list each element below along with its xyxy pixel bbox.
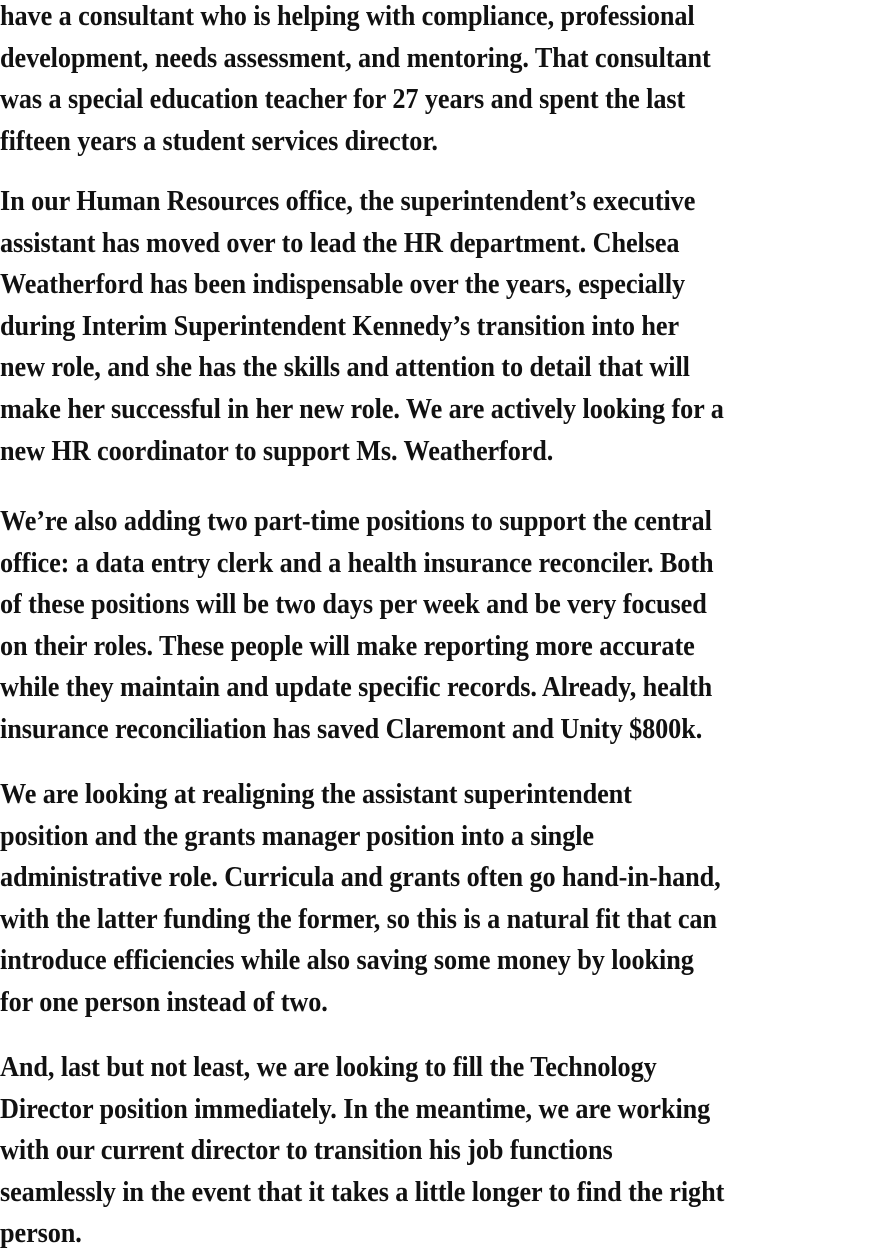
text-line: seamlessly in the event that it takes a little longer to find the right <box>0 1175 725 1208</box>
text-line: position and the grants manager position into a single <box>0 819 594 852</box>
paragraph-part-time-positions <box>0 501 880 751</box>
text-line: fifteen years a student services director. <box>0 124 438 157</box>
text-line: We’re also adding two part-time positions to support the central <box>0 505 712 537</box>
text-line: introduce efficiencies while also saving some money by looking <box>0 944 694 977</box>
text-line: In our Human Resources office, the superintendent’s executive <box>0 185 696 217</box>
text-line: during Interim Superintendent Kennedy’s transition into her <box>0 309 680 342</box>
text-line: of these positions will be two days per week and be very focused <box>0 588 707 621</box>
text-line: Weatherford has been indispensable over the years, especially <box>0 268 686 301</box>
text-line: on their roles. These people will make reporting more accurate <box>0 629 695 662</box>
text-line: have a consultant who is helping with compliance, professional <box>0 0 695 32</box>
text-line: with our current director to transition his job functions <box>0 1134 613 1167</box>
text-line: for one person instead of two. <box>0 985 328 1018</box>
text-line: Director position immediately. In the meantime, we are working <box>0 1092 711 1125</box>
text-line: with the latter funding the former, so this is a natural fit that can <box>0 902 717 935</box>
text-line: make her successful in her new role. We are actively looking for a <box>0 392 724 425</box>
text-line: person. <box>0 1217 82 1250</box>
text-line: development, needs assessment, and mentoring. That consultant <box>0 41 711 74</box>
text-line: office: a data entry clerk and a health insurance reconciler. Both <box>0 546 714 579</box>
text-line: administrative role. Curricula and grants often go hand-in-hand, <box>0 861 721 894</box>
text-line: assistant has moved over to lead the HR department. Chelsea <box>0 226 680 259</box>
text-line: And, last but not least, we are looking to fill the Technology <box>0 1051 657 1083</box>
paragraph-realigning-roles <box>0 774 880 1024</box>
text-line: We are looking at realigning the assistant superintendent <box>0 778 632 810</box>
text-line: insurance reconciliation has saved Claremont and Unity $800k. <box>0 712 703 745</box>
text-line: while they maintain and update specific records. Already, health <box>0 671 713 704</box>
text-line: new HR coordinator to support Ms. Weatherford. <box>0 434 554 467</box>
paragraph-human-resources <box>0 181 880 472</box>
paragraph-technology-director <box>0 1047 880 1255</box>
text-line: was a special education teacher for 27 years and spent the last <box>0 83 686 116</box>
paragraph-consultant <box>0 0 880 162</box>
text-line: new role, and she has the skills and attention to detail that will <box>0 351 690 384</box>
